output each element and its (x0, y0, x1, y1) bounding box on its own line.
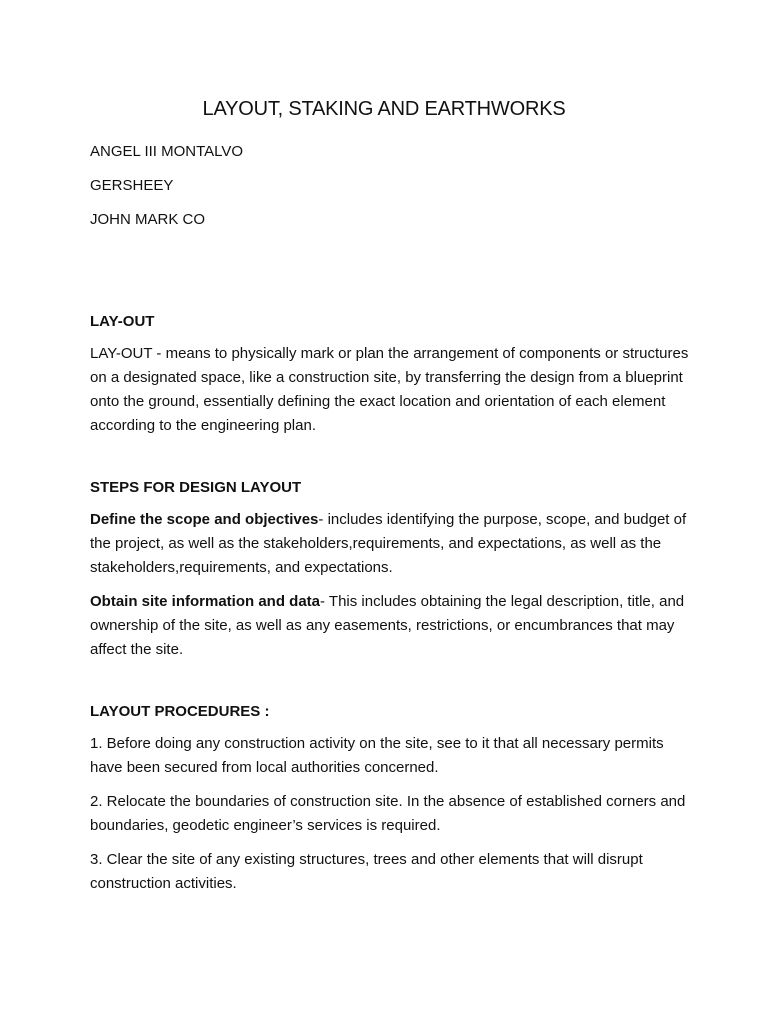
step-text: - This includes obtaining the legal description, title, and ownership of the site, as well as any easements, restrictions, or encumbrances that may affect the site. (90, 593, 685, 658)
author-name: GERSHEEY (90, 177, 174, 194)
procedure-item: 2. Relocate the boundaries of construction site. In the absence of established corners and boundaries, geodetic engineer’s services is required. (90, 793, 686, 834)
document-title: LAYOUT, STAKING AND EARTHWORKS (202, 98, 566, 120)
section-heading-procedures: LAYOUT PROCEDURES : (90, 703, 270, 720)
section-heading-layout: LAY-OUT (90, 313, 155, 330)
document-content (90, 96, 690, 906)
step-lead: Obtain site information and data (90, 593, 321, 610)
step-paragraph (90, 590, 690, 662)
spacer (90, 242, 690, 310)
step-lead: Define the scope and objectives (90, 511, 319, 528)
step-text: - includes identifying the purpose, scope, and budget of the project, as well as the stakeholders,requirements, and expectations, as well as the stakeholders,requirements, and expectations. (90, 511, 687, 576)
step-paragraph (90, 508, 690, 580)
procedure-item: 1. Before doing any construction activity on the site, see to it that all necessary permits have been secured from local authorities concerned. (90, 735, 664, 776)
author-name: JOHN MARK CO (90, 211, 206, 228)
spacer (90, 672, 690, 700)
section-heading-steps: STEPS FOR DESIGN LAYOUT (90, 479, 302, 496)
author-name: ANGEL III MONTALVO (90, 143, 244, 160)
procedure-item: 3. Clear the site of any existing structures, trees and other elements that will disrupt construction activities. (90, 851, 643, 892)
spacer (90, 448, 690, 476)
layout-definition-paragraph: LAY-OUT - means to physically mark or plan the arrangement of components or structures on a designated space, like a construction site, by transferring the design from a blueprint onto the ground, essentially defining the exact location and orientation of each element according to the engineering plan. (90, 345, 689, 434)
